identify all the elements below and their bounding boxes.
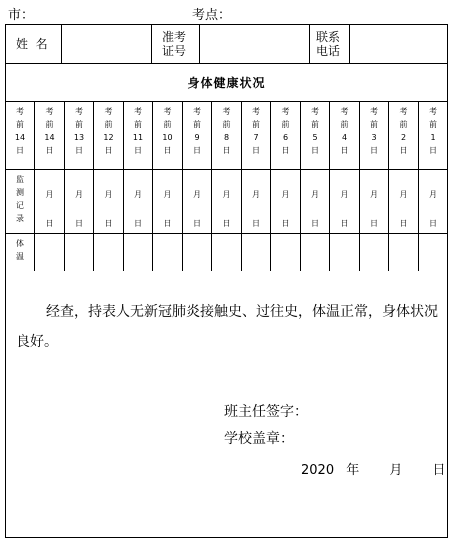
- column-header: 考 前 14 日: [44, 107, 55, 155]
- monitor-date-cell[interactable]: 月 日: [311, 190, 319, 228]
- column-header: 考 前 4 日: [340, 107, 349, 155]
- temperature-cell[interactable]: [242, 234, 271, 270]
- temperature-cell[interactable]: [271, 234, 300, 270]
- temperature-cell[interactable]: [212, 234, 241, 270]
- monitor-date-cell[interactable]: 月 日: [134, 190, 142, 228]
- monitor-date-cell[interactable]: 月 日: [252, 190, 260, 228]
- first-col-monitor-label: 监 测 记 录: [16, 175, 24, 223]
- date-year-unit: 年: [346, 463, 360, 478]
- temperature-cell[interactable]: [183, 234, 212, 270]
- monitor-date-cell[interactable]: 月 日: [281, 190, 290, 228]
- monitor-date-cell[interactable]: 月 日: [104, 190, 113, 228]
- statement-text: 经查，持表人无新冠肺炎接触史、过往史，体温正常，身体状况良好。: [16, 304, 438, 350]
- column-header: 考 前 2 日: [399, 107, 408, 155]
- first-col-temp-label: 体 温: [16, 239, 24, 261]
- school-stamp-label: 学校盖章：: [224, 431, 294, 447]
- exam-site-label: 考点：: [192, 8, 232, 23]
- monitor-grid: [6, 101, 447, 271]
- ticket-field[interactable]: [200, 25, 309, 63]
- column-header: 考 前 1 日: [429, 107, 437, 155]
- name-field[interactable]: [62, 25, 151, 63]
- column-header: 考 前 9 日: [193, 107, 201, 155]
- column-header: 考 前 5 日: [311, 107, 319, 155]
- ticket-label: 准考 证号: [162, 30, 187, 58]
- monitor-date-cell[interactable]: 月 日: [340, 190, 349, 228]
- temperature-cell[interactable]: [35, 234, 64, 270]
- temperature-cell[interactable]: [419, 234, 448, 270]
- monitor-date-cell[interactable]: 月 日: [370, 190, 378, 228]
- column-header: 考 前 12 日: [103, 107, 114, 155]
- info-row: [6, 25, 447, 64]
- temperature-cell[interactable]: [94, 234, 123, 270]
- date-line: [301, 459, 446, 478]
- temperature-cell[interactable]: [301, 234, 330, 270]
- section-title: 身体健康状况: [6, 63, 447, 102]
- monitor-date-cell[interactable]: 月 日: [45, 190, 54, 228]
- temperature-cell[interactable]: [360, 234, 389, 270]
- temperature-cell[interactable]: [65, 234, 94, 270]
- date-year: 2020: [301, 463, 335, 478]
- column-header: 考 前 11 日: [132, 107, 144, 155]
- temperature-cell[interactable]: [330, 234, 359, 270]
- column-header: 考 前 10 日: [162, 107, 173, 155]
- name-label: 姓 名: [16, 37, 48, 51]
- monitor-date-cell[interactable]: 月 日: [222, 190, 231, 228]
- first-col-top: 考 前 14 日: [14, 107, 26, 155]
- column-header: 考 前 6 日: [281, 107, 290, 155]
- date-day-unit: 日: [432, 463, 446, 478]
- monitor-date-cell[interactable]: 月 日: [163, 190, 172, 228]
- temperature-cell[interactable]: [389, 234, 418, 270]
- phone-field[interactable]: [350, 25, 447, 63]
- city-label: 市：: [8, 8, 35, 23]
- monitor-date-cell[interactable]: 月 日: [399, 190, 408, 228]
- temperature-cell[interactable]: [153, 234, 182, 270]
- column-header: 考 前 3 日: [370, 107, 378, 155]
- column-header: 考 前 8 日: [222, 107, 231, 155]
- health-form: [5, 24, 448, 538]
- monitor-date-cell[interactable]: 月 日: [75, 190, 83, 228]
- temperature-cell[interactable]: [124, 234, 153, 270]
- teacher-signature-label: 班主任签字：: [224, 404, 308, 420]
- monitor-date-cell[interactable]: 月 日: [193, 190, 201, 228]
- phone-label: 联系 电话: [316, 30, 341, 58]
- date-month-unit: 月: [389, 463, 403, 478]
- monitor-date-cell[interactable]: 月 日: [429, 190, 437, 228]
- column-header: 考 前 7 日: [252, 107, 260, 155]
- column-header: 考 前 13 日: [73, 107, 85, 155]
